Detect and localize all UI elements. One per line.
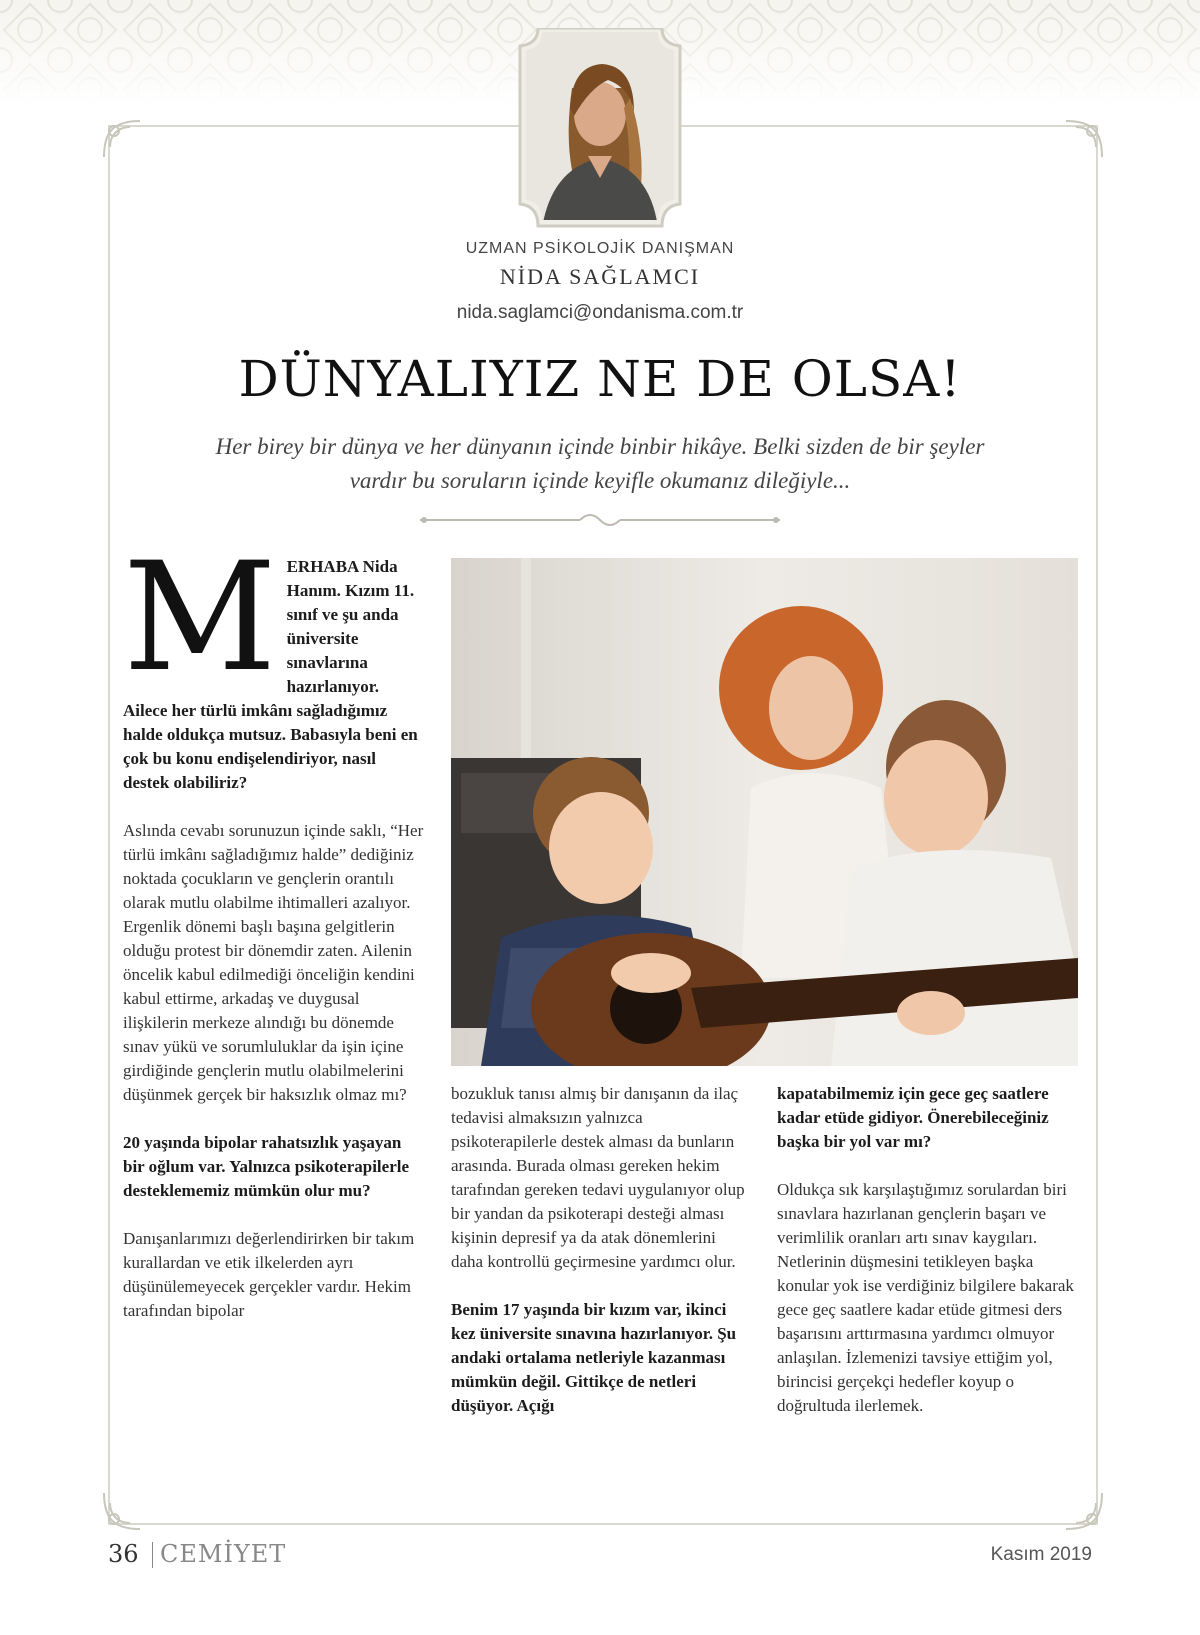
magazine-brand: CEMİYET	[160, 1540, 287, 1568]
corner-ornament-icon	[100, 1489, 144, 1533]
corner-ornament-icon	[1062, 117, 1106, 161]
question-3-part-2: kapatabilmemiz için gece geç saatlere kadar etüde gidiyor. Önerebileceğiniz başka bir yol var mı?	[777, 1084, 1049, 1151]
question-3-part-1: Benim 17 yaşında bir kızım var, ikinci kez üniversite sınavına hazırlanıyor. Şu andaki ortalama netleriyle kazanması mümkün değil. Gittikçe de netleri düşüyor. Açığı	[451, 1300, 737, 1415]
author-portrait	[512, 28, 688, 228]
question-1: ERHABA Nida Hanım. Kızım 11. sınıf ve şu anda üniversite sınavlarına hazırlanıyor. Ailece her türlü imkânı sağladığımız halde oldukça mutsuz. Babasıyla beni en çok bu konu endişelendiriyor, nasıl destek olabiliriz?	[123, 557, 418, 792]
corner-ornament-icon	[100, 117, 144, 161]
answer-3: Oldukça sık karşılaştığımız sorulardan biri sınavlara hazırlanan gençlerin başarı ve verimlilik oranları artı sınav kaygıları. Netlerinin düşmesini tetikleyen başka konular yok ise verdiğiniz bilgilere bakarak gece geç saatlere kadar etüde gitmesi ders başarısını arttırmasına yardımcı olmuyor anlaşılan. İzlemenizi tavsiye ettiğim yol, birincisi gerçekçi hedefler koyup o doğrultuda ilerlemek.	[777, 1180, 1074, 1415]
article-headline: DÜNYALIYIZ NE DE OLSA!	[238, 350, 962, 408]
article-column-1	[123, 531, 425, 1347]
question-2: 20 yaşında bipolar rahatsızlık yaşayan bir oğlum var. Yalnızca psikoterapilerle desteklememiz mümkün olur mu?	[123, 1133, 410, 1200]
article-standfirst: Her birey bir dünya ve her dünyanın içinde binbir hikâye. Belki sizden de bir şeyler vardır bu soruların içinde keyifle okumanız dileğiyle...	[215, 434, 985, 493]
issue-date: Kasım 2019	[990, 1544, 1092, 1565]
section-divider-ornament	[420, 510, 780, 530]
author-role: UZMAN PSİKOLOJİK DANIŞMAN	[465, 240, 735, 257]
article-photo	[451, 558, 1078, 1066]
author-name: NİDA SAĞLAMCI	[499, 264, 701, 289]
page-number: 36	[108, 1540, 139, 1568]
drop-cap: M	[123, 531, 277, 705]
answer-2-part-2: bozukluk tanısı almış bir danışanın da ilaç tedavisi almaksızın yalnızca psikoterapilerle destek alması da bunların arasında. Burada olması gereken hekim tarafından gereken tedavi uygulanıyor olup bir yandan da psikoterapi desteği alması kişinin depresif ya da atak dönemlerini daha kontrollü geçirmesine yardımcı olur.	[451, 1084, 745, 1271]
corner-ornament-icon	[1062, 1489, 1106, 1533]
author-email[interactable]: nida.saglamci@ondanisma.com.tr	[456, 302, 744, 323]
answer-2-part-1: Danışanlarımızı değerlendirirken bir takım kurallardan ve etik ilkelerden ayrı düşünülemeyecek gerçekler vardır. Hekim tarafından bipolar	[123, 1229, 415, 1320]
answer-1: Aslında cevabı sorunuzun içinde saklı, “Her türlü imkânı sağladığımız halde” dediğiniz noktada çocukların ve gençlerin orantılı olarak mutlu olabilme ihtimalleri azalıyor. Ergenlik dönemi başlı başına gelgitlerin olduğu protest bir dönemdir zaten. Ailenin öncelik kabul edilmediği önceliğin kendini kabul ettirme, arkadaş ve duygusal ilişkilerin merkeze alındığı bu dönemde sınav yükü ve sorumluluklar da işin içine girdiğinde gençlerin mutlu olabilmelerini düşünmek gerçek bir haksızlık olmaz mı?	[123, 821, 424, 1104]
article-column-2	[451, 1082, 751, 1442]
footer-separator	[152, 1542, 153, 1568]
article-column-3	[777, 1082, 1077, 1442]
